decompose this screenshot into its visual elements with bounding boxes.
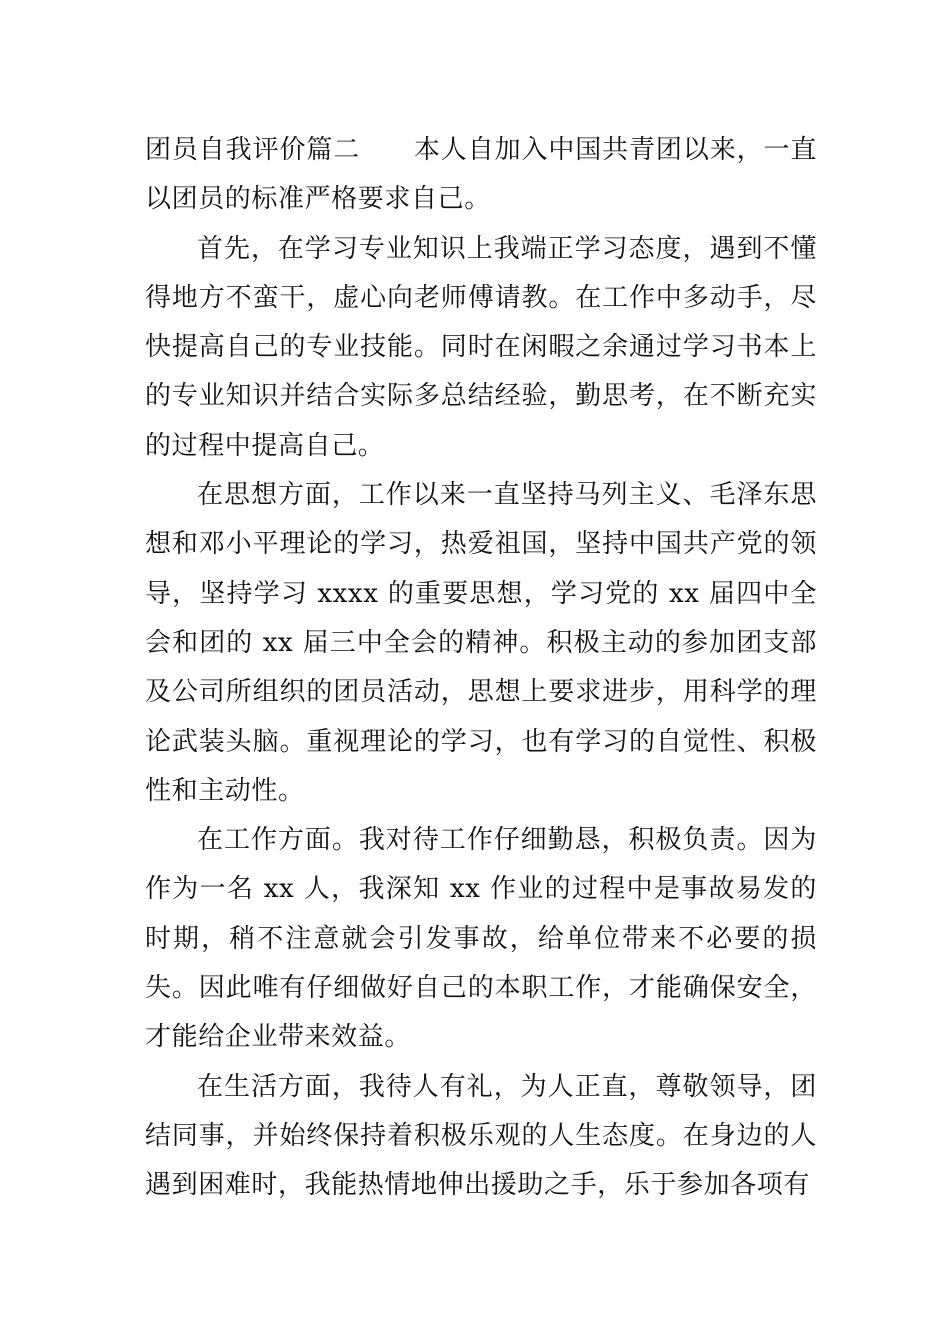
paragraph-intro: 团员自我评价篇二 本人自加入中国共青团以来，一直以团员的标准严格要求自己。: [145, 135, 817, 215]
paragraph-study: 首先，在学习专业知识上我端正学习态度，遇到不懂得地方不蛮干，虚心向老师傅请教。在工作中多动手，尽快提高自己的专业技能。同时在闲暇之余通过学习书本上的专业知识并结合实际多总结经验，勤思考，在不断充实的过程中提高自己。: [145, 233, 817, 461]
paragraph-thought: 在思想方面，工作以来一直坚持马列主义、毛泽东思想和邓小平理论的学习，热爱祖国，坚持中国共产党的领导，坚持学习 xxxx 的重要思想，学习党的 xx 届四中全会和团的 xx 届三中全会的精神。积极主动的参加团支部及公司所组织的团员活动，思想上要求进步，用科学的理论武装头脑。重视理论的学习，也有学习的自觉性、积极性和主动性。: [145, 480, 817, 806]
paragraph-life: 在生活方面，我待人有礼，为人正直，尊敬领导，团结同事，并始终保持着积极乐观的人生态度。在身边的人遇到困难时，我能热情地伸出援助之手，乐于参加各项有: [145, 1071, 817, 1201]
document-body: [145, 126, 817, 1211]
paragraph-work: 在工作方面。我对待工作仔细勤恳，积极负责。因为作为一名 xx 人，我深知 xx 作业的过程中是事故易发的时期，稍不注意就会引发事故，给单位带来不必要的损失。因此唯有仔细做好自己的本职工作，才能确保安全，才能给企业带来效益。: [145, 825, 817, 1053]
